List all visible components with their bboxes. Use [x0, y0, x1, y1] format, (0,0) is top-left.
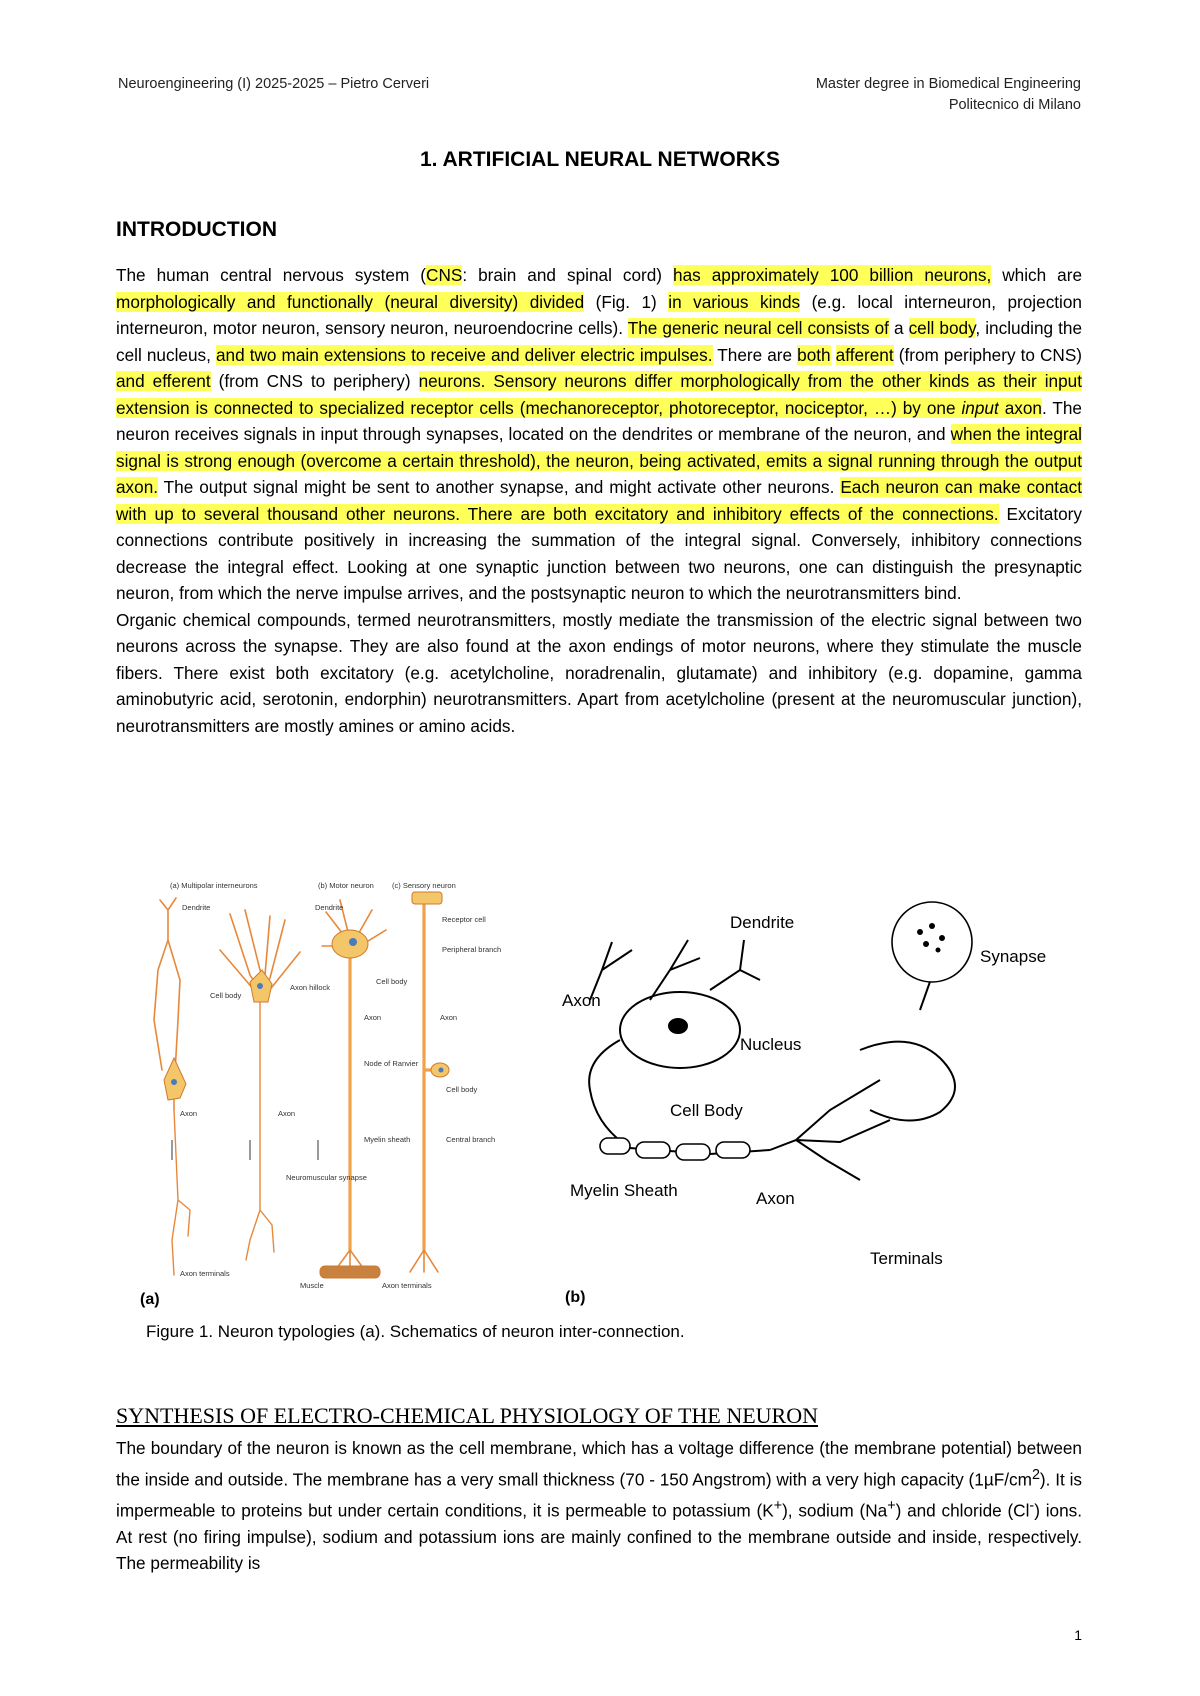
label-nm-synapse: Neuromuscular synapse	[286, 1173, 367, 1182]
label-b-axon-bottom: Axon	[756, 1189, 795, 1208]
paragraph-text: (from periphery to CNS)	[893, 344, 1083, 365]
highlighted-text: when the integral signal is strong enough (overcome a certain threshold), the neuron, being activated, emits a signal running through the output axon.	[116, 424, 1083, 497]
label-b-terminals: Terminals	[870, 1249, 943, 1268]
paragraph-text: There are	[712, 344, 798, 365]
label-cell-body-a: Cell body	[210, 991, 242, 1000]
paragraph-text	[831, 345, 836, 365]
intro-paragraph-1	[116, 262, 1082, 607]
arrows-down	[172, 1140, 318, 1160]
header-course: Neuroengineering (I) 2025-2025 – Pietro Cerveri	[118, 76, 430, 92]
paragraph-text: The output signal might be sent to another synapse, and might activate other neurons.	[158, 477, 841, 497]
paragraph-text: (e.g. local interneuron, projection interneuron, motor neuron, sensory neuron, neuroendocrine cells).	[116, 291, 1082, 338]
label-cell-body-b: Cell body	[376, 977, 408, 986]
highlighted-text: CNS	[426, 265, 463, 285]
label-axon-4: Axon	[440, 1013, 458, 1022]
label-central-branch: Central branch	[446, 1135, 496, 1144]
label-axon-2: Axon	[278, 1109, 296, 1118]
highlighted-text: and two main extensions to receive and deliver electric impulses.	[215, 344, 713, 365]
section-heading-introduction: INTRODUCTION	[116, 218, 277, 241]
receptor-cells	[412, 892, 442, 904]
label-axon-hillock: Axon hillock	[290, 983, 331, 992]
dendrites-top	[590, 940, 760, 1000]
paragraph-text: : brain and spinal cord)	[462, 265, 674, 285]
figure-label-b: (b)	[565, 1289, 586, 1306]
cell-body-multipolar-1	[164, 1058, 186, 1100]
section-heading-synthesis: SYNTHESIS OF ELECTRO-CHEMICAL PHYSIOLOGY OF THE NEURON	[116, 1403, 818, 1428]
label-receptor: Receptor cell	[442, 915, 486, 924]
label-b-axon-top: Axon	[562, 991, 601, 1010]
synapse-magnifier	[892, 902, 972, 982]
label-b-myelin: Myelin Sheath	[570, 1181, 678, 1200]
label-peripheral: Peripheral branch	[442, 945, 502, 954]
label-axon-terminals-a: Axon terminals	[180, 1269, 230, 1278]
axon-myelinated	[589, 1040, 770, 1154]
muscle-fiber	[320, 1266, 380, 1278]
paragraph-text: (from CNS to periphery)	[210, 371, 419, 391]
highlighted-text: both	[797, 344, 831, 365]
paragraph-text: , including the cell nucleus,	[116, 318, 1082, 365]
paragraph-text: The human central nervous system (	[116, 265, 427, 285]
label-dendrite-b: Dendrite	[315, 903, 344, 912]
highlighted-text: neurons. Sensory neurons differ morphologically from the other kinds as their input extension is connected to specialized receptor cells (mechanoreceptor, photoreceptor, nociceptor, …) by one	[116, 371, 1082, 418]
synthesis-body	[116, 1435, 1082, 1577]
axon-multipolar-1	[172, 1110, 190, 1275]
label-myelin-sheath: Myelin sheath	[364, 1135, 411, 1144]
header-degree: Master degree in Biomedical Engineering	[815, 76, 1081, 92]
page-number: 1	[1074, 1627, 1082, 1643]
highlighted-text: has approximately 100 billion neurons,	[673, 265, 992, 285]
figure-neuron-typologies	[150, 880, 520, 1292]
label-axon-1: Axon	[180, 1109, 198, 1118]
paragraph-text: a	[888, 318, 909, 338]
axon-multipolar-2	[246, 1000, 274, 1260]
highlighted-text: axon	[998, 397, 1042, 418]
header-institution	[816, 74, 1081, 116]
postsynaptic-cell	[860, 1042, 955, 1121]
label-sensory: (c) Sensory neuron	[392, 881, 456, 890]
label-motor: (b) Motor neuron	[318, 881, 374, 890]
introduction-body	[116, 262, 1082, 739]
label-dendrite-a: Dendrite	[182, 903, 211, 912]
label-axon-terminals-c: Axon terminals	[382, 1281, 432, 1290]
label-multipolar: (a) Multipolar interneurons	[170, 881, 258, 890]
label-b-nucleus: Nucleus	[740, 1035, 802, 1054]
label-node-ranvier: Node of Ranvier	[364, 1059, 419, 1068]
paragraph-text: . The neuron receives signals in input through synapses, located on the dendrites or membrane of the neuron, and	[116, 397, 1082, 444]
label-b-dendrite: Dendrite	[730, 913, 795, 932]
label-axon-3: Axon	[364, 1013, 382, 1022]
intro-paragraph-2: Organic chemical compounds, termed neurotransmitters, mostly mediate the transmission of the electric signal between two neurons across the synapse. They are also found at the axon endings of motor neurons, where they stimulate the muscle fibers. There exist both excitatory (e.g. acetylcholine, noradrenalin, glutamate) and inhibitory (e.g. dopamine, gamma aminobutyric acid, serotonin, endorphin) neurotransmitters. Apart from acetylcholine (present at the neuromuscular junction), neurotransmitters are mostly amines or amino acids.	[116, 609, 1082, 736]
figure-label-a: (a)	[140, 1291, 160, 1308]
highlighted-text: in various kinds	[668, 291, 801, 312]
figure-caption: Figure 1. Neuron typologies (a). Schematics of neuron inter-connection.	[146, 1322, 685, 1341]
nucleus	[669, 1019, 687, 1033]
axon-terminals	[770, 1080, 890, 1180]
highlighted-text: input	[961, 397, 999, 418]
label-b-synapse: Synapse	[980, 947, 1047, 966]
chapter-title: 1. ARTIFICIAL NEURAL NETWORKS	[419, 148, 781, 171]
highlighted-text: The generic neural cell consists of	[627, 318, 889, 338]
paragraph-text: (Fig. 1)	[584, 291, 669, 312]
highlighted-text: morphologically and functionally (neural diversity) divided	[116, 291, 585, 312]
highlighted-text: afferent	[835, 344, 894, 365]
paragraph-text: Excitatory connections contribute positively in increasing the summation of the integral signal. Conversely, inhibitory connections decrease the integral effect. Looking at one synaptic junction between two neurons, one can distinguish the presynaptic neuron, from which the nerve impulse arrives, and the postsynaptic neuron to which the neurotransmitters bind.	[116, 503, 1082, 603]
synthesis-paragraph-1: The boundary of the neuron is known as the cell membrane, which has a voltage difference (the membrane potential) between the inside and outside. The membrane has a very small thickness (70 - 150 Angstrom) with a very high capacity $(1\mu F/cm^2)$. It is impermeable to proteins but under certain conditions, it is permeable to potassium (K+), sodium (Na+) and chloride (Cl-) ions. At rest (no firing impulse), sodium and potassium ions are mainly confined to the membrane outside and inside, respectively. The permeability is	[116, 1438, 1082, 1574]
label-muscle: Muscle	[300, 1281, 324, 1290]
highlighted-text: cell body	[908, 318, 976, 338]
paragraph-text: which are	[991, 265, 1083, 285]
label-b-cell-body: Cell Body	[670, 1101, 743, 1120]
highlighted-text: and efferent	[116, 371, 211, 391]
header-university: Politecnico di Milano	[948, 97, 1081, 113]
axon-terminals-sensory	[410, 1250, 438, 1272]
figure-neuron-interconnection	[560, 880, 1120, 1280]
label-cell-body-c: Cell body	[446, 1085, 478, 1094]
highlighted-text: Each neuron can make contact with up to several thousand other neurons. There are both excitatory and inhibitory effects of the connections.	[116, 477, 1082, 524]
axon-sensory	[424, 900, 434, 1250]
